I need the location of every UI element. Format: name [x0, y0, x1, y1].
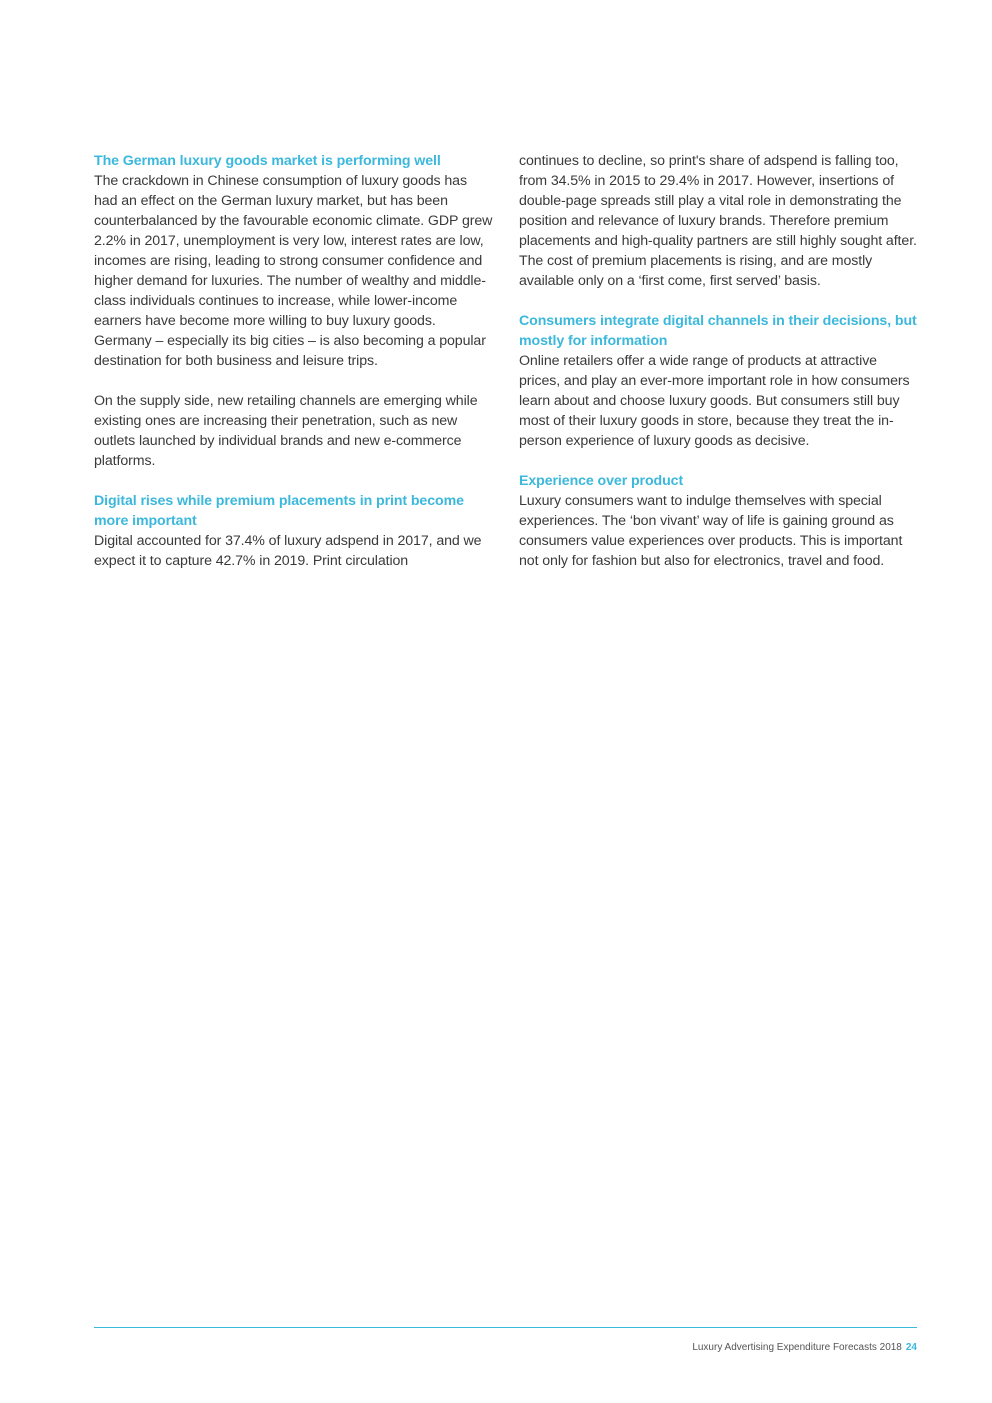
left-column [94, 151, 494, 571]
section-heading-consumers-digital: Consumers integrate digital channels in their decisions, but mostly for information [519, 313, 917, 349]
section-heading-german-market: The German luxury goods market is performing well [94, 153, 441, 169]
footer-divider [94, 1327, 917, 1328]
right-column [519, 151, 919, 571]
paragraph-print-decline: continues to decline, so print's share of adspend is falling too, from 34.5% in 2015 to 29.4% in 2017. However, insertions of double-page spreads still play a vital role in demonstrating the position and relevance of luxury brands. Therefore premium placements and high-quality partners are still highly sought after. The cost of premium placements is rising, and are mostly available only on a ‘first come, first served’ basis. [519, 153, 917, 289]
page-footer [692, 1341, 917, 1355]
paragraph-supply-side: On the supply side, new retailing channels are emerging while existing ones are increasing their penetration, such as new outlets launched by individual brands and new e-commerce platforms. [94, 393, 478, 469]
paragraph-experiences: Luxury consumers want to indulge themselves with special experiences. The ‘bon vivant’ way of life is gaining ground as consumers value experiences over products. This is important not only for fashion but also for electronics, travel and food. [519, 493, 903, 569]
paragraph-online-retailers: Online retailers offer a wide range of products at attractive prices, and play an ever-more important role in how consumers learn about and choose luxury goods. But consumers still buy most of their luxury goods in store, because they treat the in-person experience of luxury goods as decisive. [519, 353, 910, 449]
section-heading-digital-rises: Digital rises while premium placements in print become more important [94, 493, 464, 529]
paragraph-digital-adspend: Digital accounted for 37.4% of luxury adspend in 2017, and we expect it to capture 42.7% in 2019. Print circulation [94, 533, 482, 569]
page-number: 24 [905, 1342, 917, 1353]
paragraph-crackdown: The crackdown in Chinese consumption of luxury goods has had an effect on the German luxury market, but has been counterbalanced by the favourable economic climate. GDP grew 2.2% in 2017, unemployment is very low, interest rates are low, incomes are rising, leading to strong consumer confidence and higher demand for luxuries. The number of wealthy and middle-class individuals continues to increase, while lower-income earners have become more willing to buy luxury goods. Germany – especially its big cities – is also becoming a popular destination for both business and leisure trips. [94, 173, 493, 369]
footer-title: Luxury Advertising Expenditure Forecasts 2018 [692, 1342, 902, 1353]
section-heading-experience: Experience over product [519, 473, 684, 489]
